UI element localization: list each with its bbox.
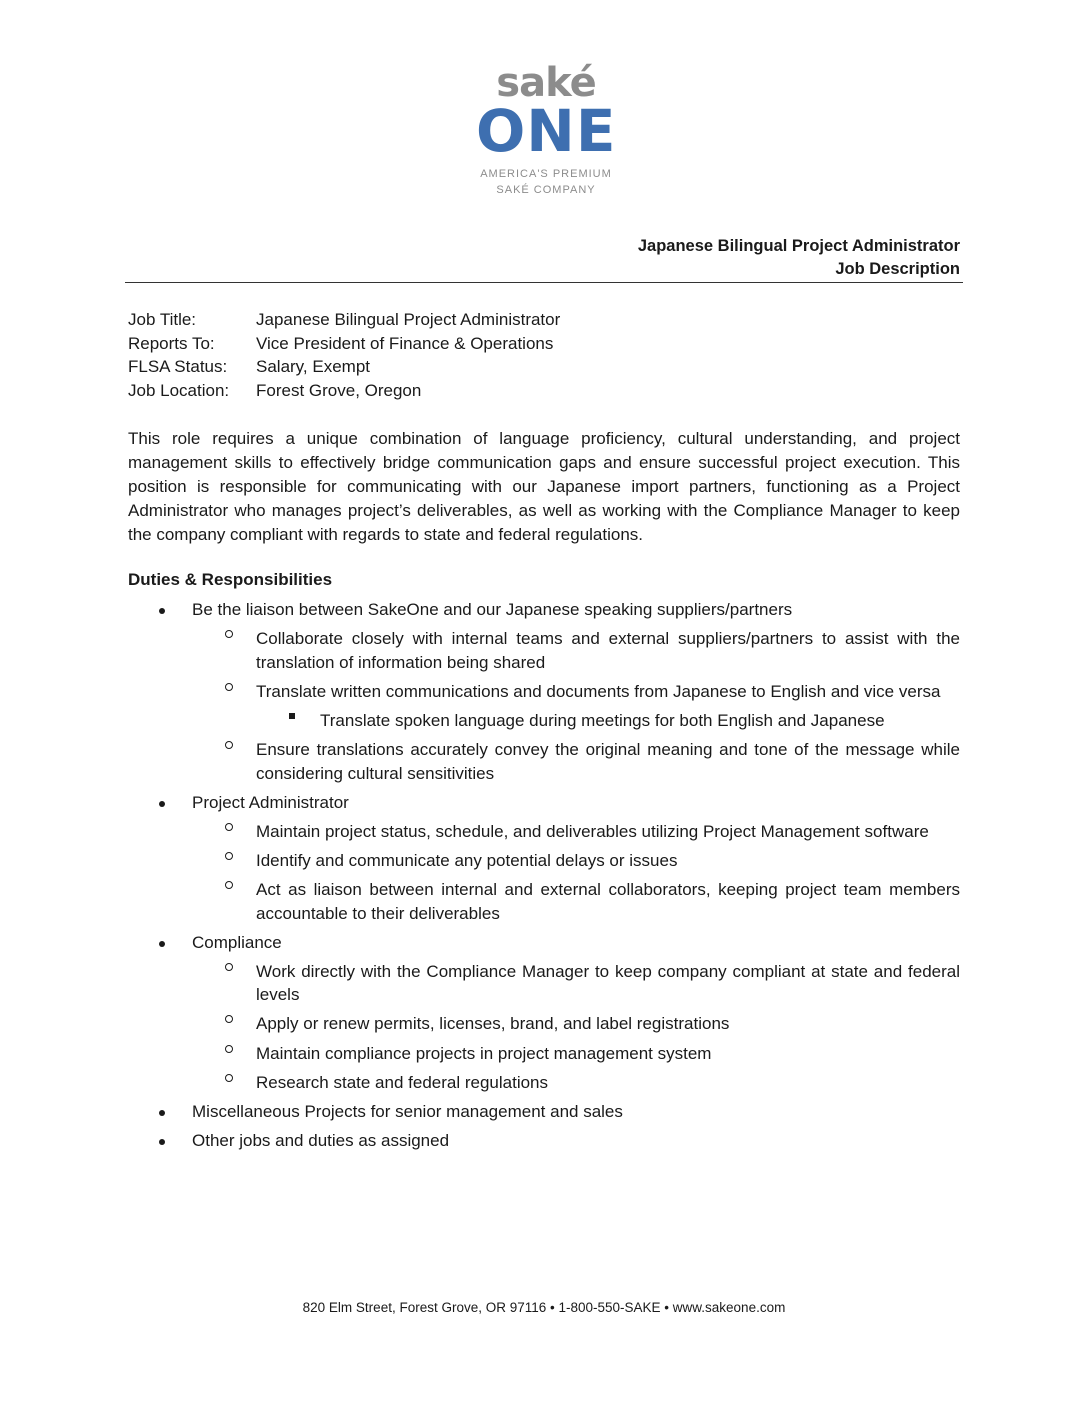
meta-label: FLSA Status: [128, 357, 228, 377]
list-item: Collaborate closely with internal teams and external suppliers/partners to assist with the translation of information being shared [128, 627, 960, 674]
meta-value: Vice President of Finance & Operations [256, 333, 554, 353]
list-item: Apply or renew permits, licenses, brand, and label registrations [128, 1012, 960, 1036]
bullet-circle-icon [225, 1015, 233, 1023]
list-item: Compliance [128, 931, 960, 955]
company-logo [476, 62, 616, 198]
list-item: Translate written communications and documents from Japanese to English and vice versa [128, 680, 960, 704]
meta-value: Forest Grove, Oregon [256, 380, 422, 400]
list-item: Be the liaison between SakeOne and our Japanese speaking suppliers/partners [128, 598, 960, 622]
list-item: Act as liaison between internal and external collaborators, keeping project team members accountable to their deliverables [128, 878, 960, 925]
list-item: Work directly with the Compliance Manager to keep company compliant at state and federal levels [128, 960, 960, 1007]
meta-row-flsa-status [128, 355, 560, 379]
bullet-circle-icon [225, 1074, 233, 1082]
intro-paragraph: This role requires a unique combination of language proficiency, cultural understanding, and project management skills to effectively bridge communication gaps and ensure successful project execution. This position is responsible for communicating with our Japanese import partners, functioning as a Project Administrator who manages project’s deliverables, as well as working with the Compliance Manager to keep the company compliant with regards to state and federal regulations. [128, 429, 960, 544]
meta-label: Job Location: [128, 380, 230, 400]
list-item: Identify and communicate any potential delays or issues [128, 849, 960, 873]
list-item: Translate spoken language during meetings for both English and Japanese [128, 709, 960, 733]
list-item: Other jobs and duties as assigned [128, 1129, 960, 1153]
list-item: Maintain project status, schedule, and deliverables utilizing Project Management software [128, 820, 960, 844]
bullet-disc-icon [159, 1139, 165, 1145]
meta-label: Reports To: [128, 333, 215, 353]
bullet-disc-icon [159, 608, 165, 614]
job-meta-table [128, 308, 560, 402]
logo-tagline: AMERICA'S PREMIUM SAKÉ COMPANY [480, 168, 612, 196]
bullet-circle-icon [225, 823, 233, 831]
document-title: Japanese Bilingual Project Administrator [637, 237, 960, 255]
list-item: Maintain compliance projects in project management system [128, 1042, 960, 1066]
meta-row-job-location [128, 379, 560, 403]
duties-list [128, 598, 960, 1158]
list-item: Miscellaneous Projects for senior management and sales [128, 1100, 960, 1124]
meta-value: Japanese Bilingual Project Administrator [256, 310, 561, 329]
bullet-circle-icon [225, 630, 233, 638]
bullet-circle-icon [225, 852, 233, 860]
meta-label: Job Title: [128, 310, 197, 329]
bullet-disc-icon [159, 1110, 165, 1116]
document-subtitle: Job Description [835, 260, 960, 278]
header-divider [125, 282, 963, 283]
list-item: Ensure translations accurately convey the original meaning and tone of the message while considering cultural sensitivities [128, 738, 960, 785]
page-footer: 820 Elm Street, Forest Grove, OR 97116 • 1-800-550-SAKE • www.sakeone.com [302, 1300, 786, 1315]
bullet-circle-icon [225, 963, 233, 971]
bullet-circle-icon [225, 881, 233, 889]
meta-row-reports-to [128, 332, 560, 356]
list-item: Research state and federal regulations [128, 1071, 960, 1095]
bullet-circle-icon [225, 741, 233, 749]
meta-row-job-title [128, 308, 560, 332]
bullet-circle-icon [225, 1045, 233, 1053]
list-item: Project Administrator [128, 791, 960, 815]
logo-word-bottom: ONE [476, 97, 617, 165]
meta-value: Salary, Exempt [256, 357, 371, 377]
document-header [638, 235, 960, 281]
bullet-square-icon [289, 713, 295, 719]
bullet-circle-icon [225, 683, 233, 691]
bullet-disc-icon [159, 941, 165, 947]
bullet-disc-icon [159, 801, 165, 807]
duties-heading: Duties & Responsibilities [128, 570, 333, 589]
logo-word-top: saké [496, 60, 596, 106]
